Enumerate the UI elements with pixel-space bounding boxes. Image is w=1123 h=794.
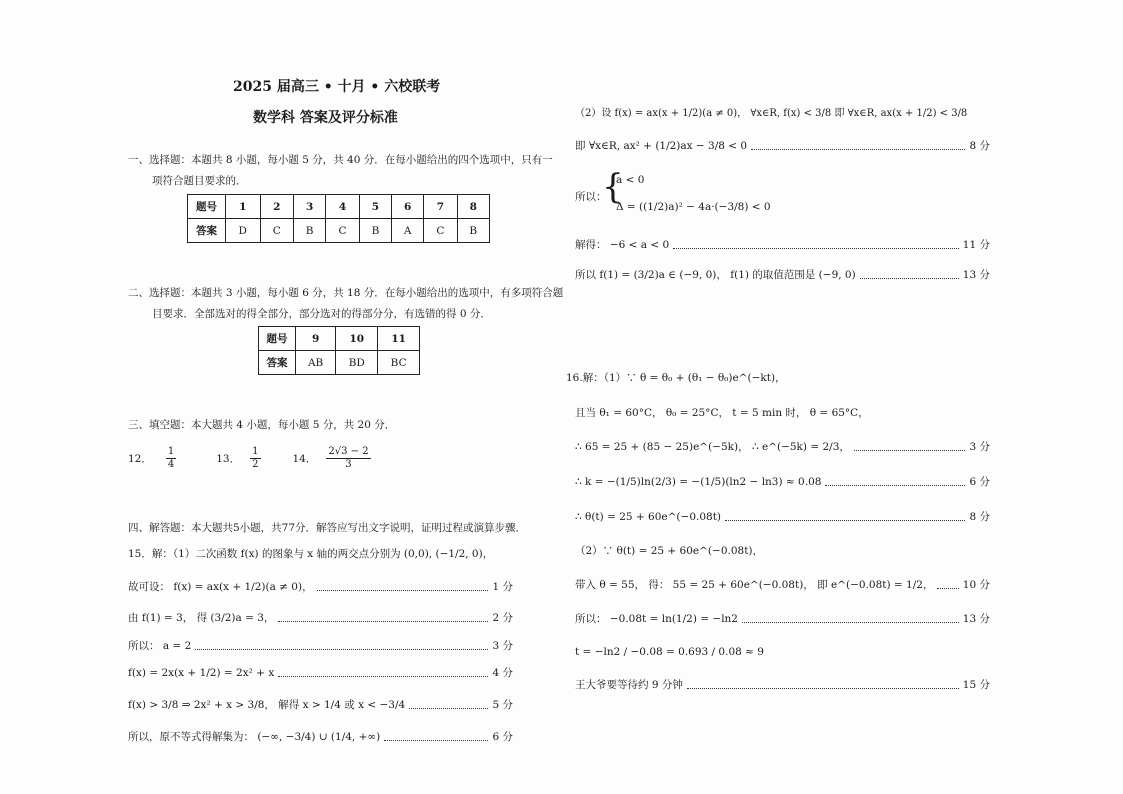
step-text: 15．解：（1）二次函数 f(x) 的图象与 x 轴的两交点分别为 (0,0), (−1/2, 0)， xyxy=(128,548,494,560)
leader-dots xyxy=(751,142,965,150)
answer-cell: BC xyxy=(378,351,420,375)
step-text: 故可设： f(x) = ax(x + 1/2)(a ≠ 0)， xyxy=(128,581,313,593)
answer-cell: B xyxy=(457,219,489,243)
q12-answer xyxy=(166,446,176,471)
question-number: 10 xyxy=(336,327,378,351)
table-row xyxy=(188,195,490,219)
step-text: 带入 θ = 55， 得： 55 = 25 + 60e^(−0.08t)， 即 e^(−0.08t) = 1/2， xyxy=(575,579,934,591)
q14-label: 14． xyxy=(292,453,317,465)
q15-step-1 xyxy=(128,579,513,594)
system-label: 所以： xyxy=(575,191,607,203)
leader-dots xyxy=(317,583,489,591)
step-text: 所以 f(1) = (3/2)a ∈ (−9, 0)， f(1) 的取值范围是 (−9, 0) xyxy=(575,269,856,281)
fill-answers xyxy=(128,446,373,471)
q15-2-step-1 xyxy=(575,138,990,153)
q15-step-2 xyxy=(128,610,513,625)
q12-label: 12． xyxy=(128,453,152,465)
question-number: 5 xyxy=(359,195,391,219)
leader-dots xyxy=(687,681,959,689)
q13-numerator: 1 xyxy=(252,446,259,457)
q15-step-6 xyxy=(128,729,513,744)
q13-answer xyxy=(250,446,260,471)
step-text: ∴ k = −(1/5)ln(2/3) = −(1/5)(ln2 − ln3) ≈ 0.08 xyxy=(575,475,822,488)
step-score: 6 分 xyxy=(492,731,513,743)
q12-numerator: 1 xyxy=(167,446,175,457)
step-score: 10 分 xyxy=(962,579,990,591)
system-line-1: a < 0 xyxy=(616,174,645,186)
answer-cell: B xyxy=(293,219,325,243)
step-score: 6 分 xyxy=(969,476,990,488)
table-row xyxy=(259,351,420,375)
q14-numerator: 2√3 − 2 xyxy=(328,446,369,457)
q16-step-5 xyxy=(575,543,990,558)
q15-2-step-3 xyxy=(575,267,990,282)
q15-step-5 xyxy=(128,697,513,712)
answer-cell: BD xyxy=(336,351,378,375)
step-score: 8 分 xyxy=(969,140,990,152)
answer-cell: AB xyxy=(296,351,336,375)
q16-step-2 xyxy=(575,439,990,454)
row-label: 题号 xyxy=(259,327,296,351)
step-text: f(x) > 3/8 ⇒ 2x² + x > 3/8， 解得 x > 1/4 或 x < −3/4 xyxy=(128,699,406,711)
step-text: ∴ 65 = 25 + (85 − 25)e^(−5k)， ∴ e^(−5k) = 2/3， xyxy=(575,441,850,453)
q15-step-4 xyxy=(128,665,513,680)
answer-cell: C xyxy=(424,219,457,243)
leader-dots xyxy=(825,478,965,486)
step-text: （2）∵ θ(t) = 25 + 60e^(−0.08t)， xyxy=(575,545,764,557)
leader-dots xyxy=(742,615,959,623)
q16-step-9 xyxy=(575,677,990,692)
step-text: 王大爷要等待约 9 分钟 xyxy=(575,679,683,691)
step-text: 所以： −0.08t = ln(1/2) = −ln2 xyxy=(575,613,738,625)
multi-answer-table xyxy=(258,326,420,375)
question-number: 9 xyxy=(296,327,336,351)
q15-2-step-2 xyxy=(575,237,990,252)
question-number: 1 xyxy=(226,195,261,219)
q16-step-3 xyxy=(575,474,990,489)
row-label: 答案 xyxy=(259,351,296,375)
q15-2-step-0 xyxy=(575,104,990,119)
exam-title: 2025 届高三 • 十月 • 六校联考 xyxy=(233,79,441,95)
leader-dots xyxy=(195,642,488,650)
answer-cell: B xyxy=(359,219,391,243)
question-number: 3 xyxy=(293,195,325,219)
q16-step-4 xyxy=(575,509,990,524)
step-score: 13 分 xyxy=(962,613,990,625)
step-text: f(x) = 2x(x + 1/2) = 2x² + x xyxy=(128,666,275,679)
step-text: 由 f(1) = 3， 得 (3/2)a = 3， xyxy=(128,612,275,624)
table-row xyxy=(259,327,420,351)
exam-subtitle: 数学科 答案及评分标准 xyxy=(253,110,398,126)
step-text: 所以，原不等式得解集为： (−∞, −3/4) ∪ (1/4, +∞) xyxy=(128,731,381,743)
step-score: 4 分 xyxy=(492,667,513,679)
section2-intro-line1: 二、选择题：本题共 3 小题，每小题 6 分，共 18 分．在每小题给出的选项中，有多项符合题 xyxy=(128,287,564,299)
q14-answer xyxy=(326,446,370,471)
step-text: 16.解：（1）∵ θ = θ₀ + (θ₁ − θ₀)e^(−kt)， xyxy=(566,372,786,384)
section1-intro-line2: 项符合题目要求的． xyxy=(152,175,247,187)
q15-step-0 xyxy=(128,546,513,561)
q16-step-8 xyxy=(575,646,990,658)
q15-step-3 xyxy=(128,638,513,653)
q16-step-1 xyxy=(575,405,990,420)
step-score: 3 分 xyxy=(492,640,513,652)
answer-cell: A xyxy=(392,219,424,243)
step-score: 1 分 xyxy=(492,581,513,593)
step-score: 3 分 xyxy=(969,441,990,453)
q16-step-0 xyxy=(566,370,990,385)
q13-denominator: 2 xyxy=(252,459,259,470)
step-score: 8 分 xyxy=(969,511,990,523)
leader-dots xyxy=(384,733,488,741)
question-number: 8 xyxy=(457,195,489,219)
step-text: 且当 θ₁ = 60°C， θ₀ = 25°C， t = 5 min 时， θ = 65°C， xyxy=(575,407,869,419)
leader-dots xyxy=(673,241,959,249)
answer-cell: C xyxy=(260,219,293,243)
leader-dots xyxy=(725,513,965,521)
leader-dots xyxy=(937,581,958,589)
mc-answer-table xyxy=(187,194,490,243)
left-brace: { xyxy=(602,167,624,207)
row-label: 题号 xyxy=(188,195,226,219)
step-text: ∴ θ(t) = 25 + 60e^(−0.08t) xyxy=(575,510,722,523)
section1-intro-line1: 一、选择题：本题共 8 小题，每小题 5 分，共 40 分．在每小题给出的四个选项中，只有一 xyxy=(128,154,553,166)
step-score: 13 分 xyxy=(962,269,990,281)
table-row xyxy=(188,219,490,243)
step-score: 11 分 xyxy=(962,239,990,251)
answer-cell: C xyxy=(326,219,359,243)
leader-dots xyxy=(860,271,959,279)
answer-cell: D xyxy=(226,219,261,243)
question-number: 2 xyxy=(260,195,293,219)
step-score: 15 分 xyxy=(962,679,990,691)
q12-denominator: 4 xyxy=(167,459,175,470)
section2-intro-line2: 目要求．全部选对的得全部分，部分选对的得部分分，有选错的得 0 分． xyxy=(152,308,491,320)
question-number: 11 xyxy=(378,327,420,351)
section3-intro: 三、填空题：本大题共 4 小题，每小题 5 分，共 20 分． xyxy=(128,419,396,431)
question-number: 6 xyxy=(392,195,424,219)
q16-step-7 xyxy=(575,611,990,626)
leader-dots xyxy=(854,443,966,451)
leader-dots xyxy=(278,669,488,677)
q16-step-6 xyxy=(575,577,990,592)
q14-denominator: 3 xyxy=(345,459,352,470)
step-score: 2 分 xyxy=(492,612,513,624)
leader-dots xyxy=(278,614,488,622)
section4-intro: 四、解答题：本大题共5小题，共77分．解答应写出文字说明，证明过程或演算步骤． xyxy=(128,522,527,534)
step-text: t = −ln2 / −0.08 = 0.693 / 0.08 ≈ 9 xyxy=(575,646,764,658)
row-label: 答案 xyxy=(188,219,226,243)
step-text: 所以： a = 2 xyxy=(128,640,192,652)
question-number: 4 xyxy=(326,195,359,219)
step-score: 5 分 xyxy=(492,699,513,711)
question-number: 7 xyxy=(424,195,457,219)
step-text: 即 ∀x∈R, ax² + (1/2)ax − 3/8 < 0 xyxy=(575,140,748,152)
step-text: 解得： −6 < a < 0 xyxy=(575,239,670,251)
leader-dots xyxy=(409,701,488,709)
system-line-2: Δ = ((1/2)a)² − 4a·(−3/8) < 0 xyxy=(616,201,771,213)
q13-label: 13． xyxy=(216,453,241,465)
step-text: （2）设 f(x) = ax(x + 1/2)(a ≠ 0)， ∀x∈R, f(x) < 3/8 即 ∀x∈R, ax(x + 1/2) < 3/8 xyxy=(575,108,968,119)
